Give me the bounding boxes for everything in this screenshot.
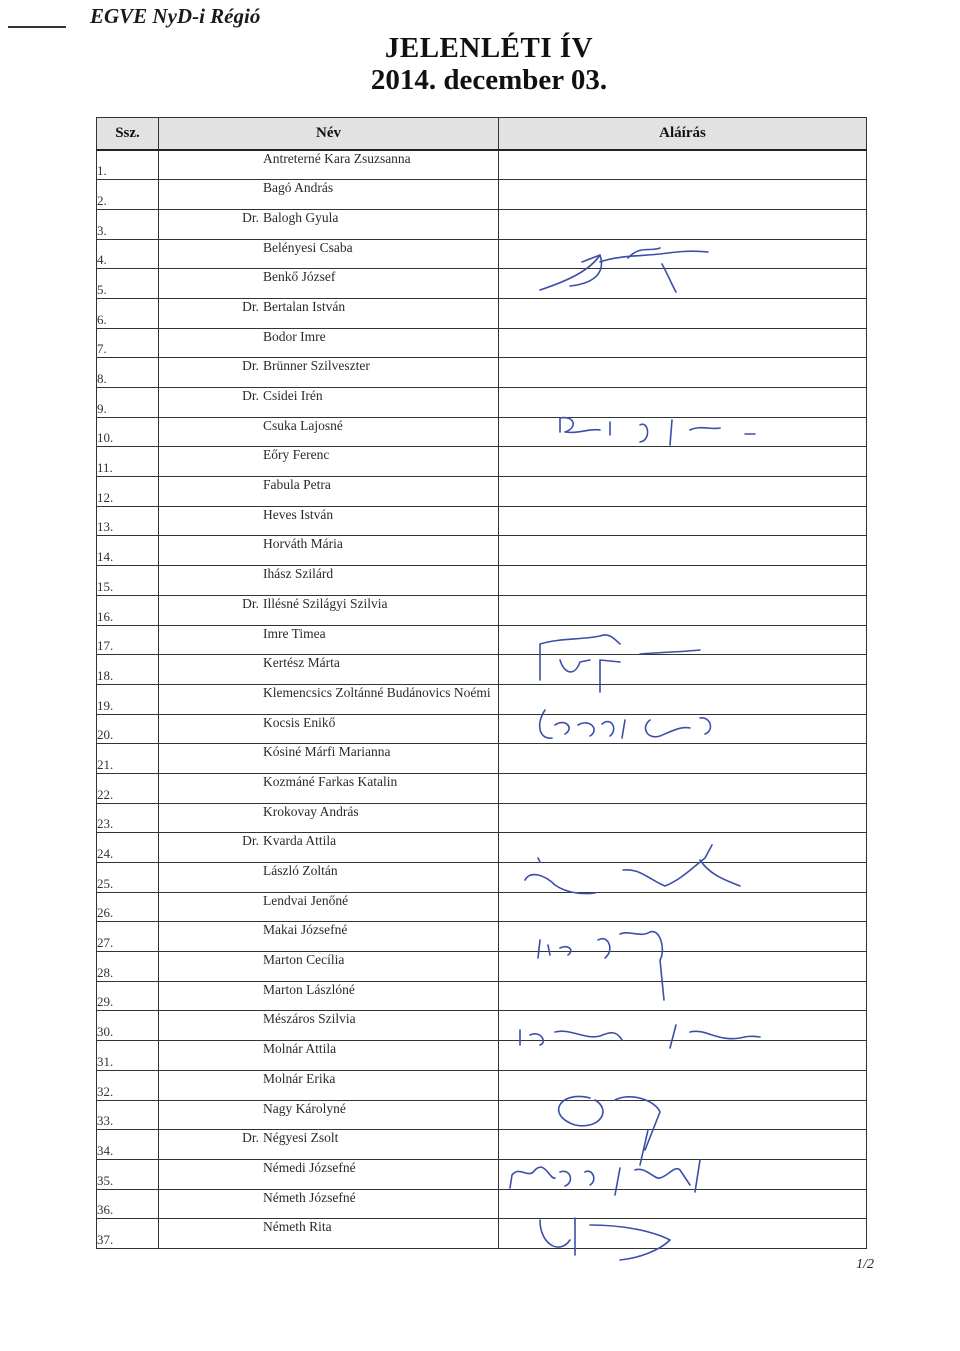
row-number: 37. — [97, 1219, 159, 1249]
table-row — [97, 536, 867, 566]
attendee-name: Ihász Szilárd — [263, 566, 334, 582]
row-number: 9. — [97, 388, 159, 418]
attendee-name-cell — [159, 833, 499, 863]
attendee-name-cell — [159, 269, 499, 299]
signature-cell — [499, 981, 867, 1011]
row-number: 26. — [97, 892, 159, 922]
row-number: 14. — [97, 536, 159, 566]
signature-cell — [499, 269, 867, 299]
attendee-name-cell — [159, 150, 499, 180]
document-date: 2014. december 03. — [370, 64, 608, 96]
table-row — [97, 239, 867, 269]
attendee-name-cell — [159, 566, 499, 596]
attendee-name: Makai Józsefné — [263, 922, 348, 938]
attendee-name-cell — [159, 506, 499, 536]
table-row — [97, 566, 867, 596]
attendee-name: Mészáros Szilvia — [263, 1011, 356, 1027]
signature-cell — [499, 1189, 867, 1219]
attendee-name-cell — [159, 773, 499, 803]
signature-cell — [499, 388, 867, 418]
table-row — [97, 1070, 867, 1100]
table-row — [97, 180, 867, 210]
row-number: 29. — [97, 981, 159, 1011]
attendance-table — [96, 117, 867, 1249]
attendee-name: Kocsis Enikő — [263, 714, 336, 730]
table-row — [97, 714, 867, 744]
row-number: 6. — [97, 298, 159, 328]
row-number: 3. — [97, 209, 159, 239]
row-number: 28. — [97, 952, 159, 982]
attendee-name: Lendvai Jenőné — [263, 892, 349, 908]
signature-cell — [499, 833, 867, 863]
attendee-name-cell — [159, 328, 499, 358]
row-number: 11. — [97, 447, 159, 477]
attendee-name: Nagy Károlyné — [263, 1100, 346, 1116]
attendee-name-cell — [159, 981, 499, 1011]
table-row — [97, 269, 867, 299]
attendee-name: Belényesi Csaba — [263, 239, 353, 255]
signature-cell — [499, 180, 867, 210]
row-number: 16. — [97, 595, 159, 625]
attendee-name: Brünner Szilveszter — [263, 358, 370, 374]
attendee-name-cell — [159, 1041, 499, 1071]
signature-cell — [499, 773, 867, 803]
signature-cell — [499, 566, 867, 596]
signature-cell — [499, 625, 867, 655]
attendee-name-cell — [159, 1219, 499, 1249]
table-row — [97, 209, 867, 239]
signature-cell — [499, 536, 867, 566]
signature-cell — [499, 239, 867, 269]
attendee-name: Kvarda Attila — [263, 833, 337, 849]
signature-cell — [499, 1130, 867, 1160]
row-number: 34. — [97, 1130, 159, 1160]
table-row — [97, 506, 867, 536]
signature-cell — [499, 209, 867, 239]
signature-cell — [499, 1219, 867, 1249]
attendee-name: Csidei Irén — [263, 388, 323, 403]
table-row — [97, 150, 867, 180]
table-row — [97, 1041, 867, 1071]
attendee-name-cell — [159, 625, 499, 655]
signature-cell — [499, 298, 867, 328]
signature-cell — [499, 744, 867, 774]
attendee-name: Bagó András — [263, 180, 334, 196]
attendee-name: Klemencsics Zoltánné Budánovics Noémi — [263, 684, 491, 700]
table-row — [97, 952, 867, 982]
signature-cell — [499, 655, 867, 685]
attendee-name-cell — [159, 1011, 499, 1041]
signature-cell — [499, 922, 867, 952]
attendee-name: Bertalan István — [263, 298, 346, 314]
attendee-name-cell — [159, 1159, 499, 1189]
attendee-name: Marton Lászlóné — [263, 981, 355, 997]
table-row — [97, 1130, 867, 1160]
attendee-name-cell — [159, 298, 499, 328]
table-row — [97, 922, 867, 952]
attendee-name: Kozmáné Farkas Katalin — [263, 773, 398, 789]
name-prefix: Dr. — [242, 388, 259, 403]
attendee-name-cell — [159, 536, 499, 566]
signature-cell — [499, 684, 867, 714]
row-number: 32. — [97, 1070, 159, 1100]
row-number: 4. — [97, 239, 159, 269]
attendee-name: Molnár Erika — [263, 1070, 336, 1086]
attendee-name-cell — [159, 684, 499, 714]
name-prefix: Dr. — [242, 298, 259, 314]
row-number: 20. — [97, 714, 159, 744]
attendee-name: Négyesi Zsolt — [263, 1130, 339, 1146]
table-row — [97, 1189, 867, 1219]
attendee-name-cell — [159, 1070, 499, 1100]
row-number: 22. — [97, 773, 159, 803]
table-row — [97, 1100, 867, 1130]
signature-cell — [499, 417, 867, 447]
table-row — [97, 892, 867, 922]
attendee-name-cell — [159, 447, 499, 477]
attendee-name: Némedi Józsefné — [263, 1159, 356, 1175]
signature-cell — [499, 595, 867, 625]
row-number: 30. — [97, 1011, 159, 1041]
attendee-name-cell — [159, 952, 499, 982]
attendee-name-cell — [159, 1100, 499, 1130]
signature-cell — [499, 328, 867, 358]
signature-cell — [499, 714, 867, 744]
attendee-name-cell — [159, 595, 499, 625]
attendee-name: Imre Timea — [263, 625, 326, 641]
table-row — [97, 803, 867, 833]
row-number: 2. — [97, 180, 159, 210]
signature-cell — [499, 1011, 867, 1041]
signature-cell — [499, 506, 867, 536]
table-header-row — [97, 118, 867, 151]
attendee-name: Molnár Attila — [263, 1041, 337, 1057]
attendee-name-cell — [159, 209, 499, 239]
attendee-name: Németh Rita — [263, 1219, 332, 1235]
row-number: 19. — [97, 684, 159, 714]
attendee-name: Kósiné Márfi Marianna — [263, 744, 391, 760]
attendee-name-cell — [159, 803, 499, 833]
table-row — [97, 1219, 867, 1249]
table-row — [97, 447, 867, 477]
column-header-signature: Aláírás — [499, 118, 867, 151]
attendee-name: Benkő József — [263, 269, 336, 285]
attendee-name-cell — [159, 388, 499, 418]
signature-cell — [499, 952, 867, 982]
signature-cell — [499, 1159, 867, 1189]
attendee-name: Balogh Gyula — [263, 209, 339, 225]
attendee-name-cell — [159, 477, 499, 507]
table-row — [97, 595, 867, 625]
table-row — [97, 773, 867, 803]
attendee-name: Németh Józsefné — [263, 1189, 356, 1205]
column-header-name: Név — [159, 118, 499, 151]
row-number: 13. — [97, 506, 159, 536]
table-row — [97, 1159, 867, 1189]
attendee-name-cell — [159, 714, 499, 744]
name-prefix: Dr. — [242, 1130, 259, 1146]
attendee-name: Heves István — [263, 506, 334, 522]
signature-cell — [499, 477, 867, 507]
organization-name: EGVE NyD-i Régió — [90, 4, 261, 28]
name-prefix: Dr. — [242, 595, 259, 611]
attendee-name: László Zoltán — [263, 863, 338, 878]
row-number: 15. — [97, 566, 159, 596]
page-number: 1/2 — [856, 1257, 874, 1272]
name-prefix: Dr. — [242, 833, 259, 849]
table-row — [97, 833, 867, 863]
table-row — [97, 358, 867, 388]
attendee-name-cell — [159, 1130, 499, 1160]
attendee-name-cell — [159, 892, 499, 922]
attendee-name-cell — [159, 417, 499, 447]
attendee-name: Illésné Szilágyi Szilvia — [263, 595, 388, 611]
table-row — [97, 863, 867, 893]
row-number: 18. — [97, 655, 159, 685]
table-row — [97, 477, 867, 507]
attendee-name-cell — [159, 180, 499, 210]
row-number: 36. — [97, 1189, 159, 1219]
signature-cell — [499, 358, 867, 388]
row-number: 17. — [97, 625, 159, 655]
attendee-name: Antreterné Kara Zsuzsanna — [263, 151, 411, 166]
row-number: 8. — [97, 358, 159, 388]
signature-cell — [499, 892, 867, 922]
attendee-name-cell — [159, 358, 499, 388]
attendee-name-cell — [159, 863, 499, 893]
row-number: 5. — [97, 269, 159, 299]
table-row — [97, 328, 867, 358]
attendee-name: Fabula Petra — [263, 477, 331, 493]
name-prefix: Dr. — [242, 209, 259, 225]
signature-cell — [499, 803, 867, 833]
table-row — [97, 625, 867, 655]
row-number: 25. — [97, 863, 159, 893]
row-number: 35. — [97, 1159, 159, 1189]
name-prefix: Dr. — [242, 358, 259, 374]
row-number: 7. — [97, 328, 159, 358]
document-title: JELENLÉTI ÍV — [384, 32, 594, 64]
signature-cell — [499, 1100, 867, 1130]
table-row — [97, 1011, 867, 1041]
attendee-name-cell — [159, 922, 499, 952]
attendee-name-cell — [159, 1189, 499, 1219]
row-number: 21. — [97, 744, 159, 774]
signature-cell — [499, 1041, 867, 1071]
row-number: 23. — [97, 803, 159, 833]
table-row — [97, 744, 867, 774]
row-number: 12. — [97, 477, 159, 507]
column-header-number: Ssz. — [97, 118, 159, 151]
table-row — [97, 684, 867, 714]
attendee-name: Krokovay András — [263, 803, 359, 819]
attendee-name: Kertész Márta — [263, 655, 340, 671]
table-row — [97, 655, 867, 685]
attendee-name: Eőry Ferenc — [263, 447, 330, 463]
table-row — [97, 298, 867, 328]
header-rule — [8, 26, 66, 28]
row-number: 1. — [97, 150, 159, 180]
row-number: 31. — [97, 1041, 159, 1071]
attendee-name-cell — [159, 655, 499, 685]
signature-cell — [499, 150, 867, 180]
signature-cell — [499, 863, 867, 893]
attendee-name-cell — [159, 744, 499, 774]
table-row — [97, 417, 867, 447]
signature-cell — [499, 1070, 867, 1100]
attendee-name: Horváth Mária — [263, 536, 343, 552]
signature-cell — [499, 447, 867, 477]
attendee-name: Csuka Lajosné — [263, 417, 343, 433]
attendee-name: Bodor Imre — [263, 328, 326, 344]
attendee-name-cell — [159, 239, 499, 269]
attendee-name: Marton Cecília — [263, 952, 345, 968]
row-number: 33. — [97, 1100, 159, 1130]
row-number: 27. — [97, 922, 159, 952]
row-number: 24. — [97, 833, 159, 863]
table-row — [97, 388, 867, 418]
row-number: 10. — [97, 417, 159, 447]
table-row — [97, 981, 867, 1011]
